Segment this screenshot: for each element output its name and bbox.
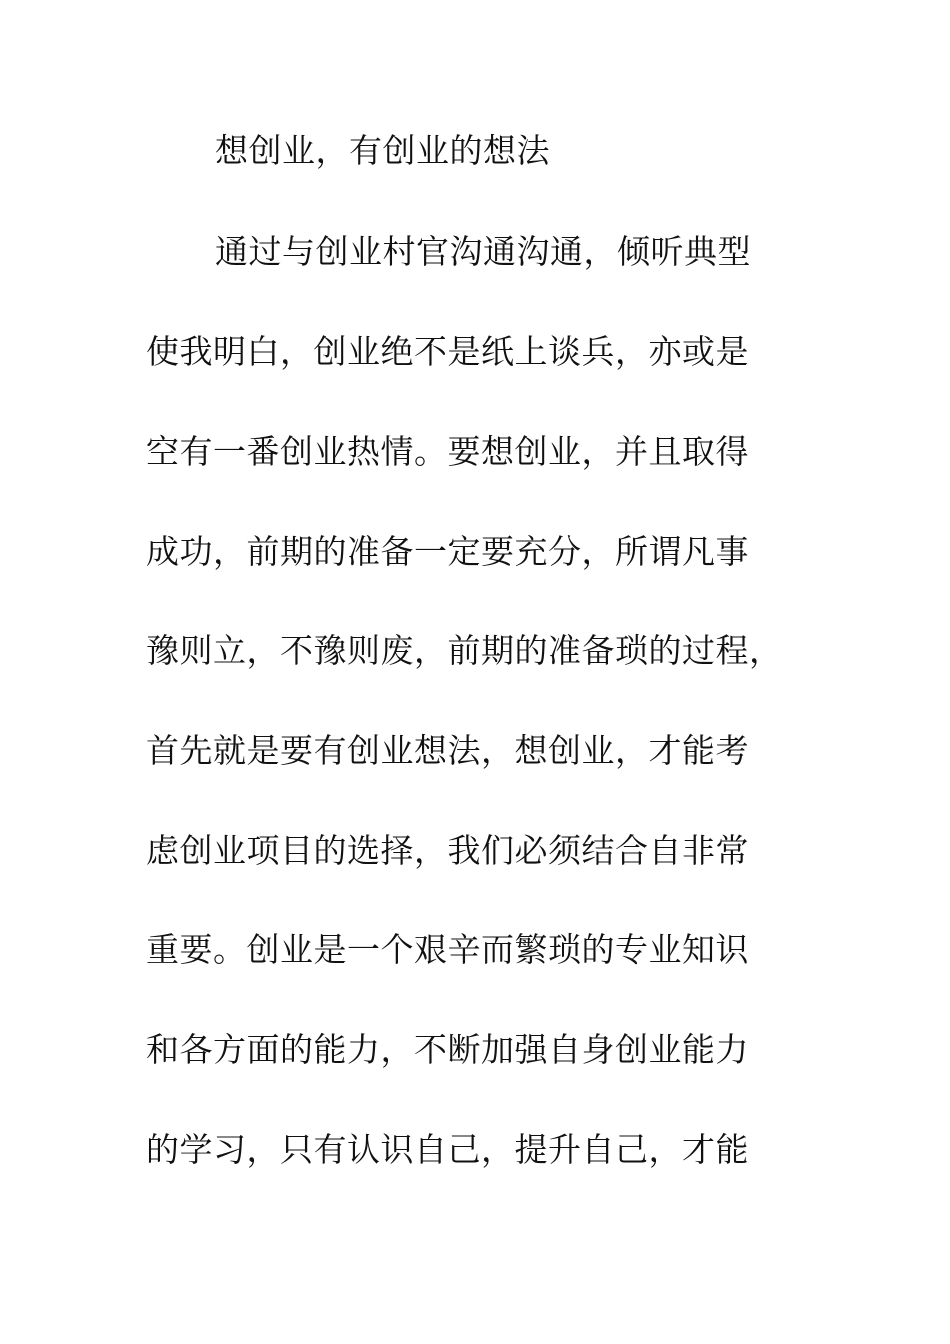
paragraph-line: 豫则立，不豫则废，前期的准备琐的过程， (146, 631, 783, 670)
paragraph-line: 虑创业项目的选择，我们必须结合自非常 (146, 831, 749, 870)
paragraph-line: 重要。创业是一个艰辛而繁琐的专业知识 (146, 930, 749, 969)
section-heading: 想创业，有创业的想法 (215, 131, 550, 170)
paragraph-line: 使我明白，创业绝不是纸上谈兵，亦或是 (146, 332, 749, 371)
paragraph-line: 空有一番创业热情。要想创业，并且取得 (146, 432, 749, 471)
paragraph-line: 通过与创业村官沟通沟通，倾听典型 (215, 232, 751, 271)
paragraph-line: 的学习，只有认识自己，提升自己，才能 (146, 1130, 749, 1169)
paragraph-line: 和各方面的能力，不断加强自身创业能力 (146, 1030, 749, 1069)
paragraph-line: 首先就是要有创业想法，想创业，才能考 (146, 731, 749, 770)
paragraph-line: 成功，前期的准备一定要充分，所谓凡事 (146, 532, 749, 571)
